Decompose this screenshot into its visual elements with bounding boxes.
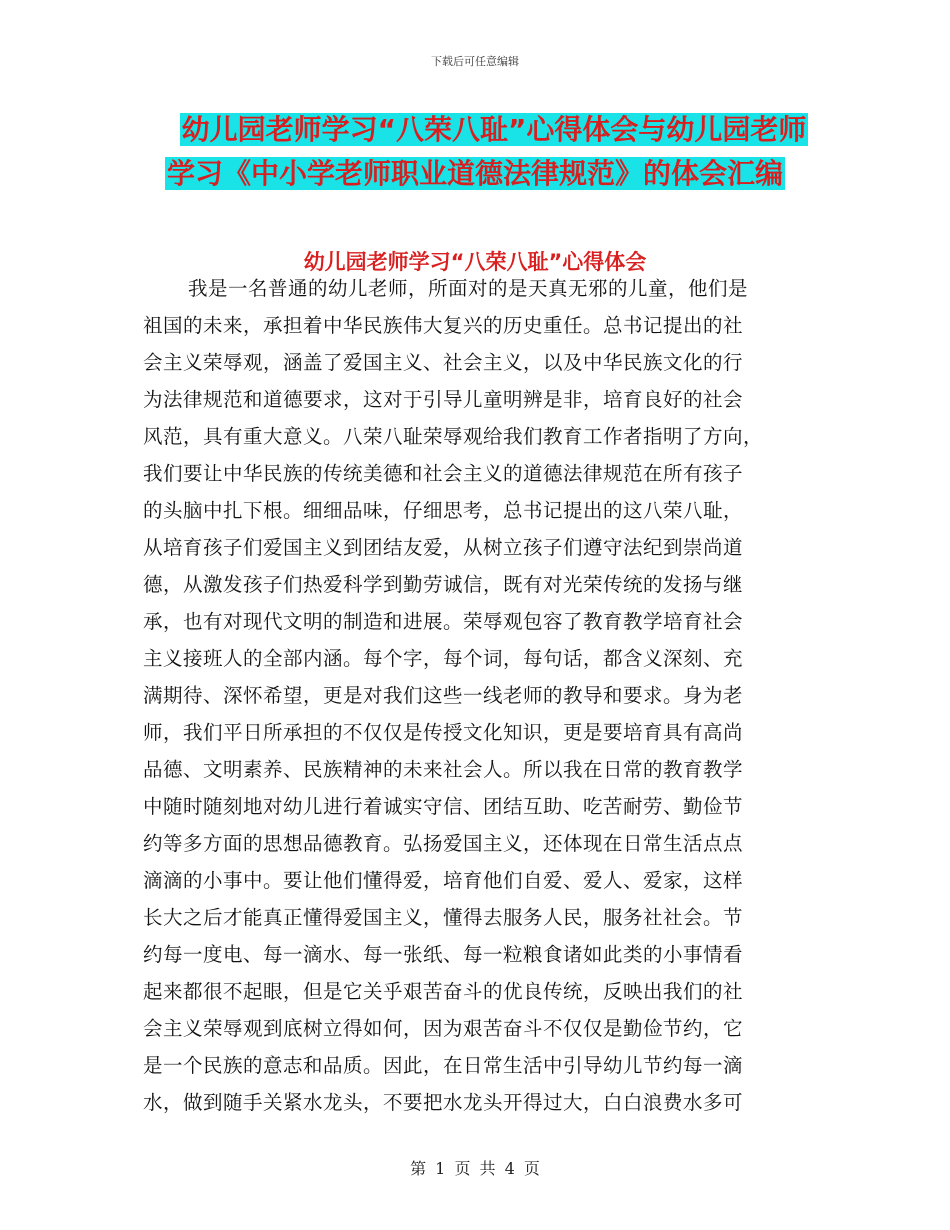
body-line: 承，也有对现代文明的制造和进展。荣辱观包容了教育教学培育社会 [143,610,744,633]
section-title: 幼儿园老师学习“八荣八耻”心得体会 [303,250,647,274]
body-line: 会主义荣辱观到底树立得如何，因为艰苦奋斗不仅仅是勤俭节约，它 [143,1017,744,1040]
body-line: 主义接班人的全部内涵。每个字，每个词，每句话，都含义深刻、充 [143,647,744,670]
body-line: 风范，具有重大意义。八荣八耻荣辱观给我们教育工作者指明了方向， [143,425,764,448]
body-line: 德，从激发孩子们热爱科学到勤劳诚信，既有对光荣传统的发扬与继 [143,573,744,596]
body-line: 起来都很不起眼，但是它关乎艰苦奋斗的优良传统，反映出我们的社 [143,980,744,1003]
body-line: 滴滴的小事中。要让他们懂得爱，培育他们自爱、爱人、爱家，这样 [143,869,744,892]
body-line: 我是一名普通的幼儿老师，所面对的是天真无邪的儿童，他们是 [188,277,749,300]
body-line: 约每一度电、每一滴水、每一张纸、每一粒粮食诸如此类的小事情看 [143,943,744,966]
body-line: 从培育孩子们爱国主义到团结友爱，从树立孩子们遵守法纪到崇尚道 [143,536,744,559]
body-line: 品德、文明素养、民族精神的未来社会人。所以我在日常的教育教学 [143,758,744,781]
body-line: 满期待、深怀希望，更是对我们这些一线老师的教导和要求。身为老 [143,684,744,707]
body-line: 中随时随刻地对幼儿进行着诚实守信、团结互助、吃苦耐劳、勤俭节 [143,795,744,818]
body-line: 的头脑中扎下根。细细品味，仔细思考，总书记提出的这八荣八耻， [143,499,744,522]
body-line: 长大之后才能真正懂得爱国主义，懂得去服务人民，服务社社会。节 [143,906,744,929]
body-line: 是一个民族的意志和品质。因此，在日常生活中引导幼儿节约每一滴 [143,1054,744,1077]
document-title-line-2 [0,152,950,196]
body-line: 祖国的未来，承担着中华民族伟大复兴的历史重任。总书记提出的社 [143,314,744,337]
body-paragraph [143,270,803,1121]
document-title-line-2-text: 学习《中小学老师职业道德法律规范》的体会汇编 [166,157,783,190]
body-line: 为法律规范和道德要求，这对于引导儿童明辨是非，培育良好的社会 [143,388,744,411]
body-line: 约等多方面的思想品德教育。弘扬爱国主义，还体现在日常生活点点 [143,832,744,855]
header-note: 下载后可任意编辑 [431,55,519,68]
page-footer: 第 1 页 共 4 页 [410,1159,540,1178]
body-line: 师，我们平日所承担的不仅仅是传授文化知识，更是要培育具有高尚 [143,721,744,744]
document-title-line-1 [0,108,950,152]
body-line: 我们要让中华民族的传统美德和社会主义的道德法律规范在所有孩子 [143,462,744,485]
body-line: 会主义荣辱观，涵盖了爱国主义、社会主义，以及中华民族文化的行 [143,351,744,374]
document-title-line-1-text: 幼儿园老师学习“八荣八耻”心得体会与幼儿园老师 [181,113,807,146]
body-line: 水，做到随手关紧水龙头，不要把水龙头开得过大，白白浪费水多可 [143,1091,744,1114]
